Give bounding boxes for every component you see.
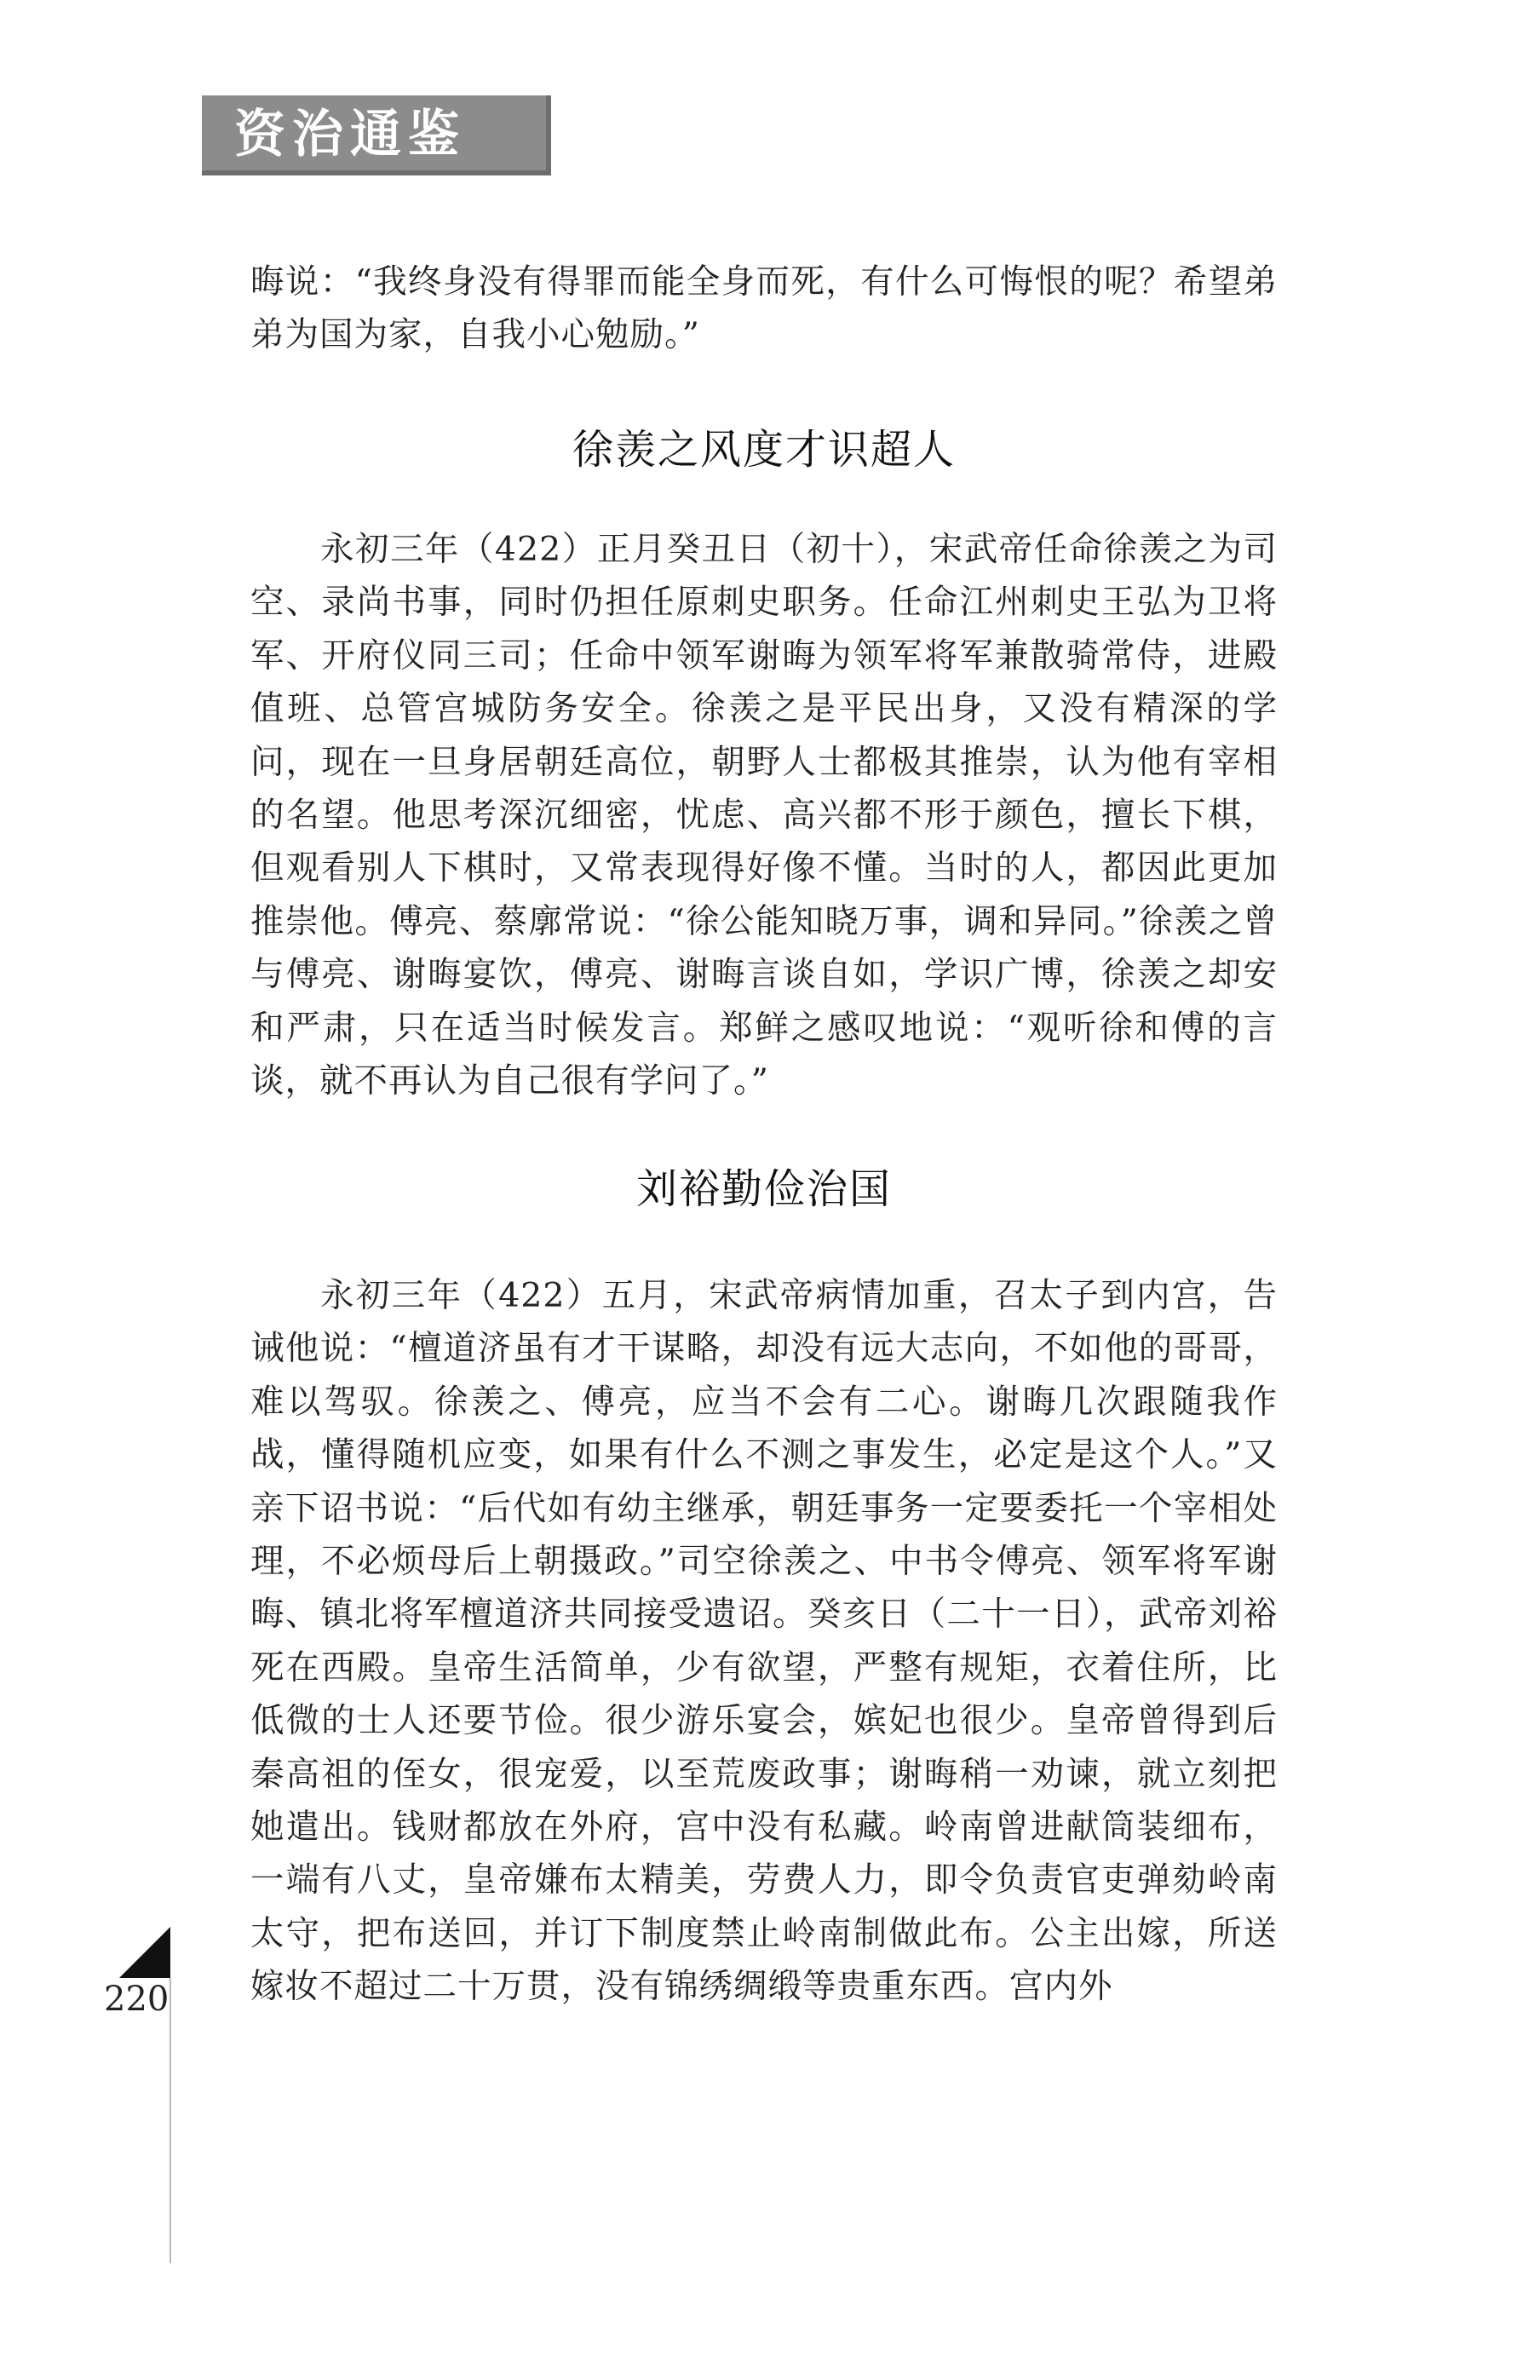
intro-text-block — [250, 256, 1278, 362]
section2-paragraph: 永初三年（422）五月，宋武帝病情加重，召太子到内宫，告诫他说：“檀道济虽有才干谋略，却没有远大志向，不如他的哥哥，难以驾驭。徐羡之、傅亮，应当不会有二心。谢晦几次跟随我作战，懂得随机应变，如果有什么不测之事发生，必定是这个人。”又亲下诏书说：“后代如有幼主继承，朝廷事务一定要委托一个宰相处理，不必烦母后上朝摄政。”司空徐羡之、中书令傅亮、领军将军谢晦、镇北将军檀道济共同接受遗诏。癸亥日（二十一日），武帝刘裕死在西殿。皇帝生活简单，少有欲望，严整有规矩，衣着住所，比低微的士人还要节俭。很少游乐宴会，嫔妃也很少。皇帝曾得到后秦高祖的侄女，很宠爱，以至荒废政事；谢晦稍一劝谏，就立刻把她遣出。钱财都放在外府，宫中没有私藏。岭南曾进献筒装细布，一端有八丈，皇帝嫌布太精美，劳费人力，即令负责官吏弹劾岭南太守，把布送回，并订下制度禁止岭南制做此布。公主出嫁，所送嫁妆不超过二十万贯，没有锦绣绸缎等贵重东西。宫内外 — [250, 1276, 1278, 2007]
section2-text-block — [250, 1269, 1278, 2014]
section1-text-block — [250, 523, 1278, 1107]
page-corner-mark — [119, 1927, 170, 1978]
section-heading-liu-yu: 刘裕勤俭治国 — [635, 1165, 892, 1213]
book-title: 资治通鉴 — [234, 105, 466, 164]
section1-paragraph: 永初三年（422）正月癸丑日（初十），宋武帝任命徐羡之为司空、录尚书事，同时仍担任原刺史职务。任命江州刺史王弘为卫将军、开府仪同三司；任命中领军谢晦为领军将军兼散骑常侍，进殿值班、总管宫城防务安全。徐羡之是平民出身，又没有精深的学问，现在一旦身居朝廷高位，朝野人士都极其推崇，认为他有宰相的名望。他思考深沉细密，忧虑、高兴都不形于颜色，擅长下棋，但观看别人下棋时，又常表现得好像不懂。当时的人，都因此更加推崇他。傅亮、蔡廓常说：“徐公能知晓万事，调和异同。”徐羡之曾与傅亮、谢晦宴饮，傅亮、谢晦言谈自如，学识广博，徐羡之却安和严肃，只在适当时候发言。郑鲜之感叹地说：“观听徐和傅的言谈，就不再认为自己很有学问了。” — [250, 530, 1278, 1101]
book-title-banner — [202, 95, 551, 175]
intro-paragraph: 晦说：“我终身没有得罪而能全身而死，有什么可悔恨的呢？希望弟弟为国为家，自我小心勉励。” — [250, 262, 1278, 355]
margin-rule — [170, 1978, 171, 2263]
page-number: 220 — [104, 1980, 170, 2019]
section-heading-xu-xianzhi: 徐羡之风度才识超人 — [572, 426, 956, 474]
